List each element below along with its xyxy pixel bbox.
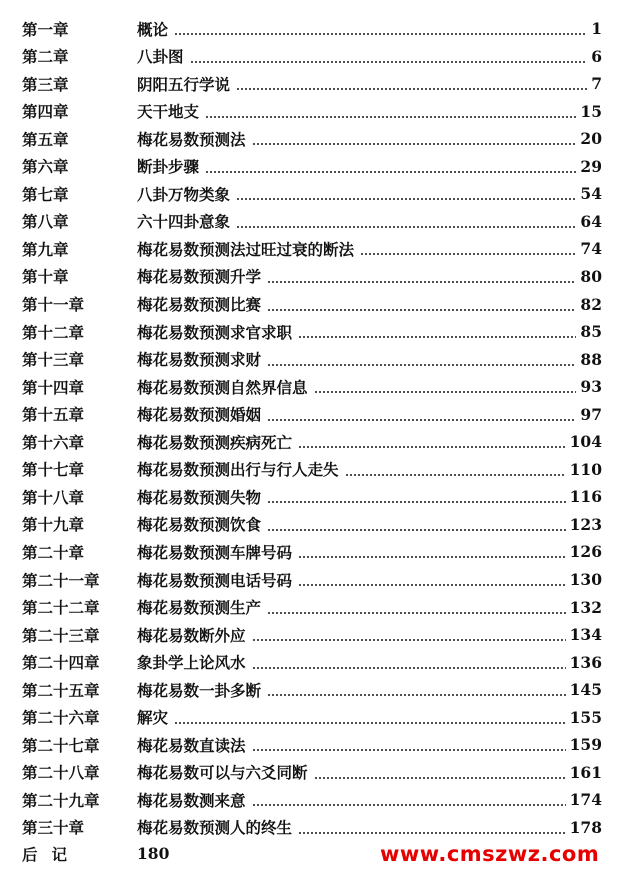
dot-leader: [252, 749, 566, 751]
toc-entry: [22, 153, 602, 180]
toc-entry: [22, 43, 602, 70]
chapter-number: 第十八章: [22, 487, 85, 507]
chapter-number: 第七章: [22, 184, 69, 204]
page-number: 7: [591, 74, 602, 94]
chapter-title: 梅花易数一卦多断: [137, 680, 262, 700]
chapter-number: 第二十四章: [22, 653, 100, 673]
chapter-title: 梅花易数预测电话号码: [137, 570, 293, 590]
dot-leader: [360, 253, 576, 255]
toc-entry: [22, 263, 602, 290]
page-number: 116: [569, 487, 602, 507]
dot-leader: [205, 116, 576, 118]
chapter-number: 第二十九章: [22, 790, 100, 810]
chapter-number: 第二十六章: [22, 708, 100, 728]
page-number: 123: [569, 514, 602, 534]
dot-leader: [298, 336, 576, 338]
toc-entry: [22, 318, 602, 345]
page-number: 126: [569, 542, 602, 562]
toc-entry: [22, 511, 602, 538]
toc-entry: [22, 428, 602, 455]
chapter-title: 梅花易数可以与六爻同断: [137, 763, 308, 783]
chapter-number: 第十章: [22, 267, 69, 287]
chapter-number: 第九章: [22, 239, 69, 259]
dot-leader: [314, 777, 566, 779]
chapter-title: 六十四卦意象: [137, 212, 231, 232]
toc-entry: [22, 594, 602, 621]
page-number: 155: [569, 707, 602, 727]
chapter-number: 第三章: [22, 74, 69, 94]
chapter-title: 概论: [137, 19, 169, 39]
page-number: 136: [569, 652, 602, 672]
toc-entry: [22, 814, 602, 841]
chapter-number: 第二十三章: [22, 625, 100, 645]
page-number: 20: [580, 129, 602, 149]
page-number: 88: [580, 349, 602, 369]
chapter-title: 梅花易数预测自然界信息: [137, 377, 308, 397]
watermark: www.cmszwz.com: [380, 842, 600, 866]
page-number: 174: [569, 790, 602, 810]
chapter-title: 梅花易数预测求官求职: [137, 322, 293, 342]
chapter-number: 第一章: [22, 19, 69, 39]
dot-leader: [236, 88, 587, 90]
page-number: 159: [569, 735, 602, 755]
page-number: 93: [580, 377, 602, 397]
chapter-title: 梅花易数预测求财: [137, 350, 262, 370]
chapter-number: 第六章: [22, 157, 69, 177]
toc-entry: [22, 704, 602, 731]
chapter-number: 第二十一章: [22, 570, 100, 590]
afterword-page: 180: [137, 844, 170, 863]
chapter-number: 第二十章: [22, 542, 85, 562]
dot-leader: [236, 198, 576, 200]
toc-entry: [22, 456, 602, 483]
toc-entry: [22, 759, 602, 786]
chapter-title: 梅花易数预测疾病死亡: [137, 432, 293, 452]
dot-leader: [298, 584, 566, 586]
toc-entry: [22, 566, 602, 593]
page-number: 161: [569, 762, 602, 782]
chapter-title: 梅花易数预测比赛: [137, 295, 262, 314]
toc-entry: [22, 208, 602, 235]
chapter-number: 第十九章: [22, 515, 85, 535]
toc-entry: [22, 98, 602, 125]
page-number: 1: [591, 19, 602, 38]
chapter-title: 梅花易数预测人的终生: [137, 818, 293, 838]
toc-entry: [22, 373, 602, 400]
chapter-title: 梅花易数预测法: [137, 129, 246, 149]
chapter-number: 第二十二章: [22, 598, 100, 618]
dot-leader: [174, 722, 566, 724]
dot-leader: [314, 391, 577, 393]
toc-entry: [22, 786, 602, 813]
chapter-number: 第二十五章: [22, 680, 100, 700]
toc-entry: [22, 291, 602, 318]
toc-entry: [22, 235, 602, 262]
chapter-number: 第八章: [22, 212, 69, 232]
chapter-title: 梅花易数测来意: [137, 790, 246, 810]
chapter-title: 梅花易数预测车牌号码: [137, 542, 293, 562]
toc-entry: [22, 649, 602, 676]
dot-leader: [174, 33, 587, 35]
page-number: 110: [569, 459, 602, 479]
dot-leader: [267, 501, 566, 503]
chapter-number: 第三十章: [22, 818, 85, 838]
chapter-number: 第四章: [22, 102, 69, 122]
page-number: 80: [580, 266, 602, 286]
toc-entry: [22, 483, 602, 510]
page-number: 134: [569, 625, 602, 645]
chapter-title: 梅花易数预测法过旺过衰的断法: [137, 239, 355, 259]
toc-entry: [22, 621, 602, 648]
dot-leader: [267, 419, 576, 421]
toc-entry: [22, 70, 602, 97]
page-number: 74: [580, 239, 602, 259]
dot-leader: [298, 556, 566, 558]
chapter-number: 第五章: [22, 129, 69, 149]
chapter-number: 第十四章: [22, 377, 85, 397]
chapter-number: 第二十八章: [22, 763, 100, 783]
page-number: 6: [591, 46, 602, 66]
chapter-title: 八卦万物类象: [137, 184, 231, 204]
toc-entry: [22, 180, 602, 207]
page-number: 104: [569, 432, 602, 452]
chapter-title: 梅花易数直读法: [137, 735, 246, 755]
dot-leader: [252, 639, 566, 641]
chapter-title: 梅花易数预测生产: [137, 598, 262, 618]
afterword-entry: [22, 840, 169, 867]
chapter-number: 第十五章: [22, 405, 85, 425]
dot-leader: [252, 667, 566, 669]
chapter-title: 梅花易数预测升学: [137, 267, 262, 287]
chapter-title: 解灾: [137, 708, 169, 728]
chapter-title: 梅花易数预测失物: [137, 487, 262, 507]
page-number: 132: [569, 597, 602, 617]
chapter-number: 第二章: [22, 47, 69, 67]
chapter-number: 第十一章: [22, 295, 85, 314]
dot-leader: [236, 226, 576, 228]
dot-leader: [190, 61, 588, 63]
dot-leader: [267, 364, 576, 366]
chapter-number: 第十六章: [22, 432, 85, 452]
afterword-label: 后记: [22, 844, 82, 864]
toc-entry: [22, 15, 602, 42]
page-number: 97: [580, 404, 602, 424]
dot-leader: [267, 694, 566, 696]
chapter-title: 八卦图: [137, 47, 184, 67]
dot-leader: [298, 832, 566, 834]
dot-leader: [298, 446, 566, 448]
chapter-title: 断卦步骤: [137, 157, 200, 177]
dot-leader: [267, 529, 566, 531]
page-number: 15: [580, 101, 602, 121]
dot-leader: [205, 171, 576, 173]
page-number: 64: [580, 211, 602, 231]
dot-leader: [345, 474, 566, 476]
toc-entry: [22, 125, 602, 152]
toc-entry: [22, 346, 602, 373]
chapter-title: 天干地支: [137, 102, 200, 122]
dot-leader: [252, 804, 566, 806]
chapter-title: 阴阳五行学说: [137, 74, 231, 94]
toc-entry: [22, 676, 602, 703]
dot-leader: [267, 281, 576, 283]
chapter-title: 梅花易数预测婚姻: [137, 405, 262, 425]
chapter-title: 梅花易数断外应: [137, 625, 246, 645]
chapter-number: 第十二章: [22, 322, 85, 342]
toc-entry: [22, 401, 602, 428]
page-number: 178: [569, 817, 602, 837]
chapter-number: 第十七章: [22, 460, 85, 480]
chapter-number: 第二十七章: [22, 735, 100, 755]
chapter-title: 象卦学上论风水: [137, 653, 246, 673]
chapter-number: 第十三章: [22, 350, 85, 370]
chapter-title: 梅花易数预测饮食: [137, 515, 262, 535]
toc-entry: [22, 538, 602, 565]
toc-entry: [22, 731, 602, 758]
dot-leader: [267, 309, 576, 311]
chapter-title: 梅花易数预测出行与行人走失: [137, 460, 339, 480]
page-number: 29: [580, 156, 602, 176]
page-number: 145: [569, 680, 602, 700]
page-number: 54: [580, 184, 602, 204]
page-number: 85: [580, 322, 602, 342]
page-number: 82: [580, 294, 602, 314]
dot-leader: [267, 612, 566, 614]
dot-leader: [252, 143, 577, 145]
page-number: 130: [569, 570, 602, 589]
